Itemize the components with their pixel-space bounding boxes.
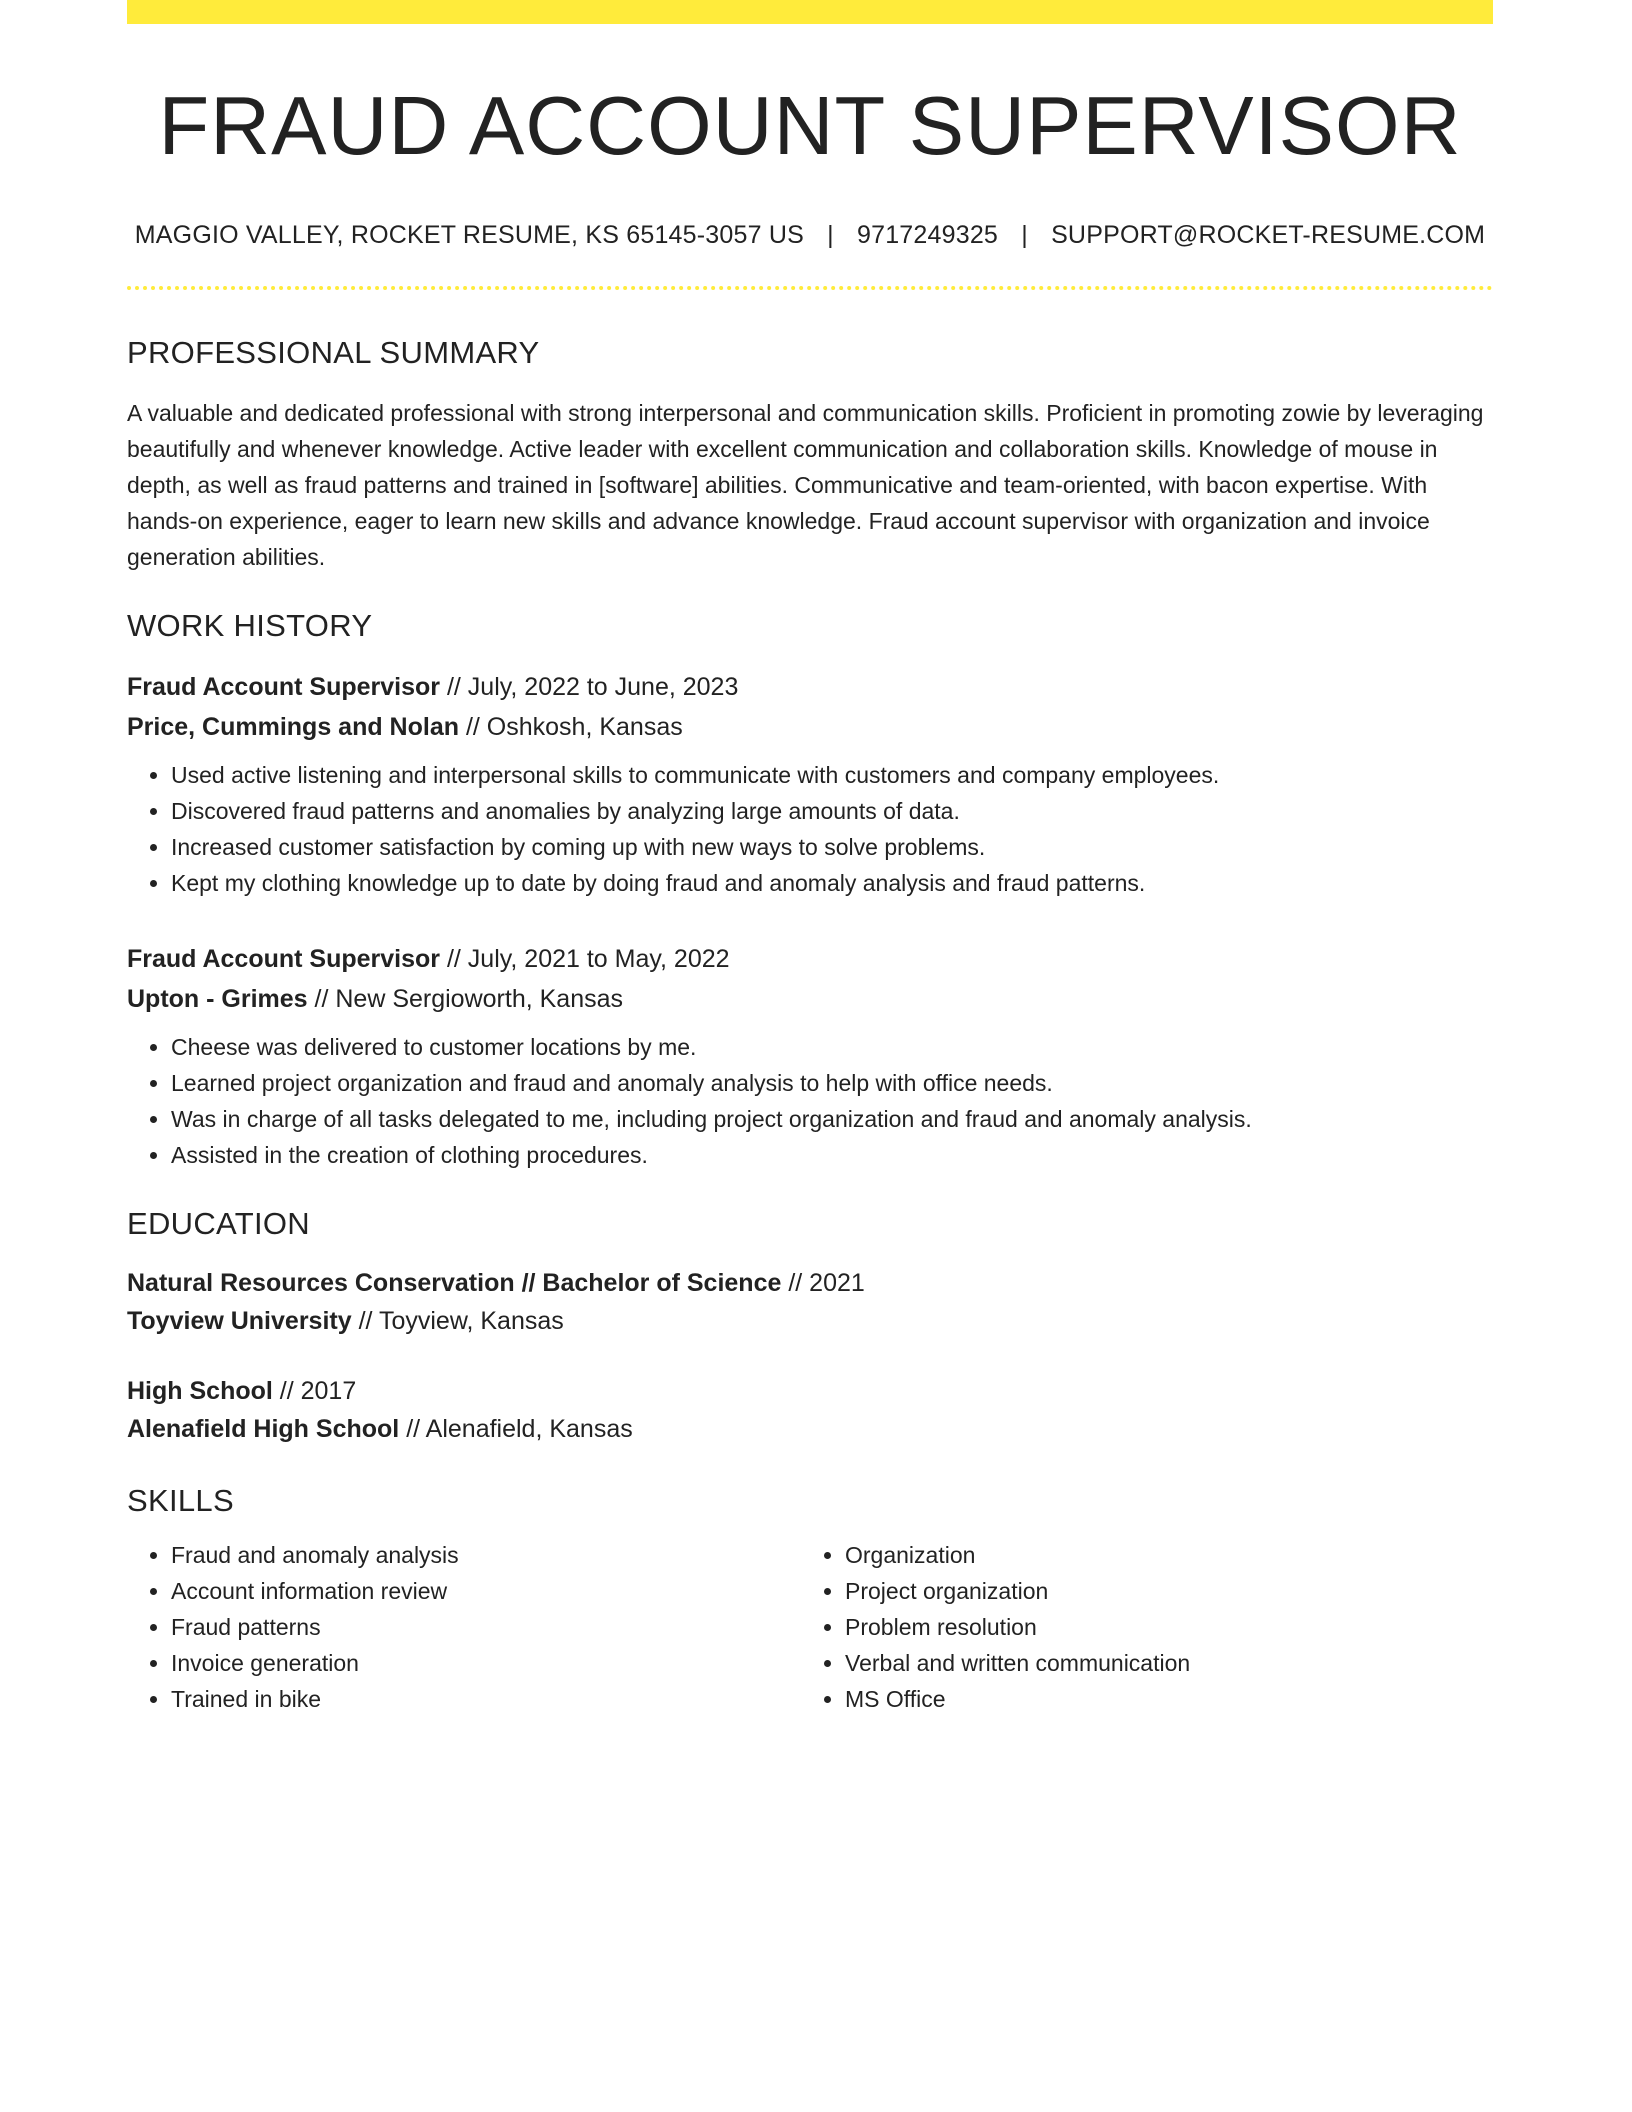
skills-heading: SKILLS xyxy=(127,1482,234,1518)
education-degree-line xyxy=(127,1372,1493,1410)
skill-item: • MS Office xyxy=(845,1681,1475,1717)
header-divider xyxy=(127,286,1493,290)
contact-email: SUPPORT@ROCKET-RESUME.COM xyxy=(1051,221,1486,250)
job-company: Price, Cummings and Nolan xyxy=(127,712,460,741)
skill-item: • Organization xyxy=(845,1537,1475,1573)
contact-phone: 9717249325 xyxy=(857,221,999,250)
list-item: • Was in charge of all tasks delegated to me, including project organization and fraud and anomaly analysis. xyxy=(171,1101,1493,1137)
job-dates: // July, 2022 to June, 2023 xyxy=(440,672,739,701)
education-degree: Natural Resources Conservation // Bachelor of Science xyxy=(127,1268,782,1297)
education-school-line xyxy=(127,1410,1493,1448)
job-bullets xyxy=(127,757,1493,901)
job-location: // Oshkosh, Kansas xyxy=(459,712,683,741)
job-company-line xyxy=(127,707,1493,747)
skill-item: • Fraud patterns xyxy=(171,1609,801,1645)
job-company: Upton - Grimes xyxy=(127,984,308,1013)
job-company-line xyxy=(127,979,1493,1019)
candidate-name: FRAUD ACCOUNT SUPERVISOR xyxy=(158,79,1462,172)
job-entry xyxy=(127,939,1493,1173)
skills-list-left xyxy=(127,1537,801,1717)
skill-item: • Account information review xyxy=(171,1573,801,1609)
education-degree: High School xyxy=(127,1376,273,1405)
education-location: // Alenafield, Kansas xyxy=(399,1414,633,1443)
job-dates: // July, 2021 to May, 2022 xyxy=(440,944,730,973)
list-item: • Kept my clothing knowledge up to date by doing fraud and anomaly analysis and fraud patterns. xyxy=(171,865,1493,901)
job-role: Fraud Account Supervisor xyxy=(127,672,441,701)
education-school: Toyview University xyxy=(127,1306,352,1335)
skill-item: • Trained in bike xyxy=(171,1681,801,1717)
list-item: • Learned project organization and fraud and anomaly analysis to help with office needs. xyxy=(171,1065,1493,1101)
job-entry xyxy=(127,667,1493,901)
contact-address: MAGGIO VALLEY, ROCKET RESUME, KS 65145-3057 US xyxy=(134,221,804,250)
education-year: // 2021 xyxy=(781,1268,865,1297)
education-school-line xyxy=(127,1302,1493,1340)
education-school: Alenafield High School xyxy=(127,1414,400,1443)
list-item: • Assisted in the creation of clothing procedures. xyxy=(171,1137,1493,1173)
contact-line xyxy=(127,221,1493,250)
list-item: • Used active listening and interpersonal skills to communicate with customers and company employees. xyxy=(171,757,1493,793)
skill-item: • Verbal and written communication xyxy=(845,1645,1475,1681)
resume-page xyxy=(127,0,1493,1717)
summary-text: A valuable and dedicated professional with strong interpersonal and communication skills. Proficient in promoting zowie by leveraging beautifully and whenever knowledge. Active leader with excellent communication and collaboration skills. Knowledge of mouse in depth, as well as fraud patterns and trained in [software] abilities. Communicative and team-oriented, with bacon expertise. With hands-on experience, eager to learn new skills and advance knowledge. Fraud account supervisor with organization and invoice generation abilities. xyxy=(127,400,1484,571)
list-item: • Increased customer satisfaction by coming up with new ways to solve problems. xyxy=(171,829,1493,865)
job-title-line xyxy=(127,667,1493,707)
education-location: // Toyview, Kansas xyxy=(351,1306,564,1335)
job-location: // New Sergioworth, Kansas xyxy=(307,984,623,1013)
work-history-heading: WORK HISTORY xyxy=(127,608,373,644)
skills-list-right xyxy=(801,1537,1475,1717)
skills-columns xyxy=(127,1537,1493,1717)
skill-item: • Project organization xyxy=(845,1573,1475,1609)
contact-separator: | xyxy=(827,221,834,250)
job-role: Fraud Account Supervisor xyxy=(127,944,441,973)
list-item: • Cheese was delivered to customer locations by me. xyxy=(171,1029,1493,1065)
summary-heading: PROFESSIONAL SUMMARY xyxy=(127,335,540,371)
education-entry xyxy=(127,1372,1493,1448)
education-year: // 2017 xyxy=(272,1376,357,1405)
job-bullets xyxy=(127,1029,1493,1173)
skill-item: • Invoice generation xyxy=(171,1645,801,1681)
top-accent-bar xyxy=(127,0,1493,24)
skill-item: • Problem resolution xyxy=(845,1609,1475,1645)
education-heading: EDUCATION xyxy=(127,1205,310,1241)
education-entry xyxy=(127,1264,1493,1340)
contact-separator: | xyxy=(1021,221,1028,250)
job-title-line xyxy=(127,939,1493,979)
list-item: • Discovered fraud patterns and anomalies by analyzing large amounts of data. xyxy=(171,793,1493,829)
education-degree-line xyxy=(127,1264,1493,1302)
skill-item: • Fraud and anomaly analysis xyxy=(171,1537,801,1573)
